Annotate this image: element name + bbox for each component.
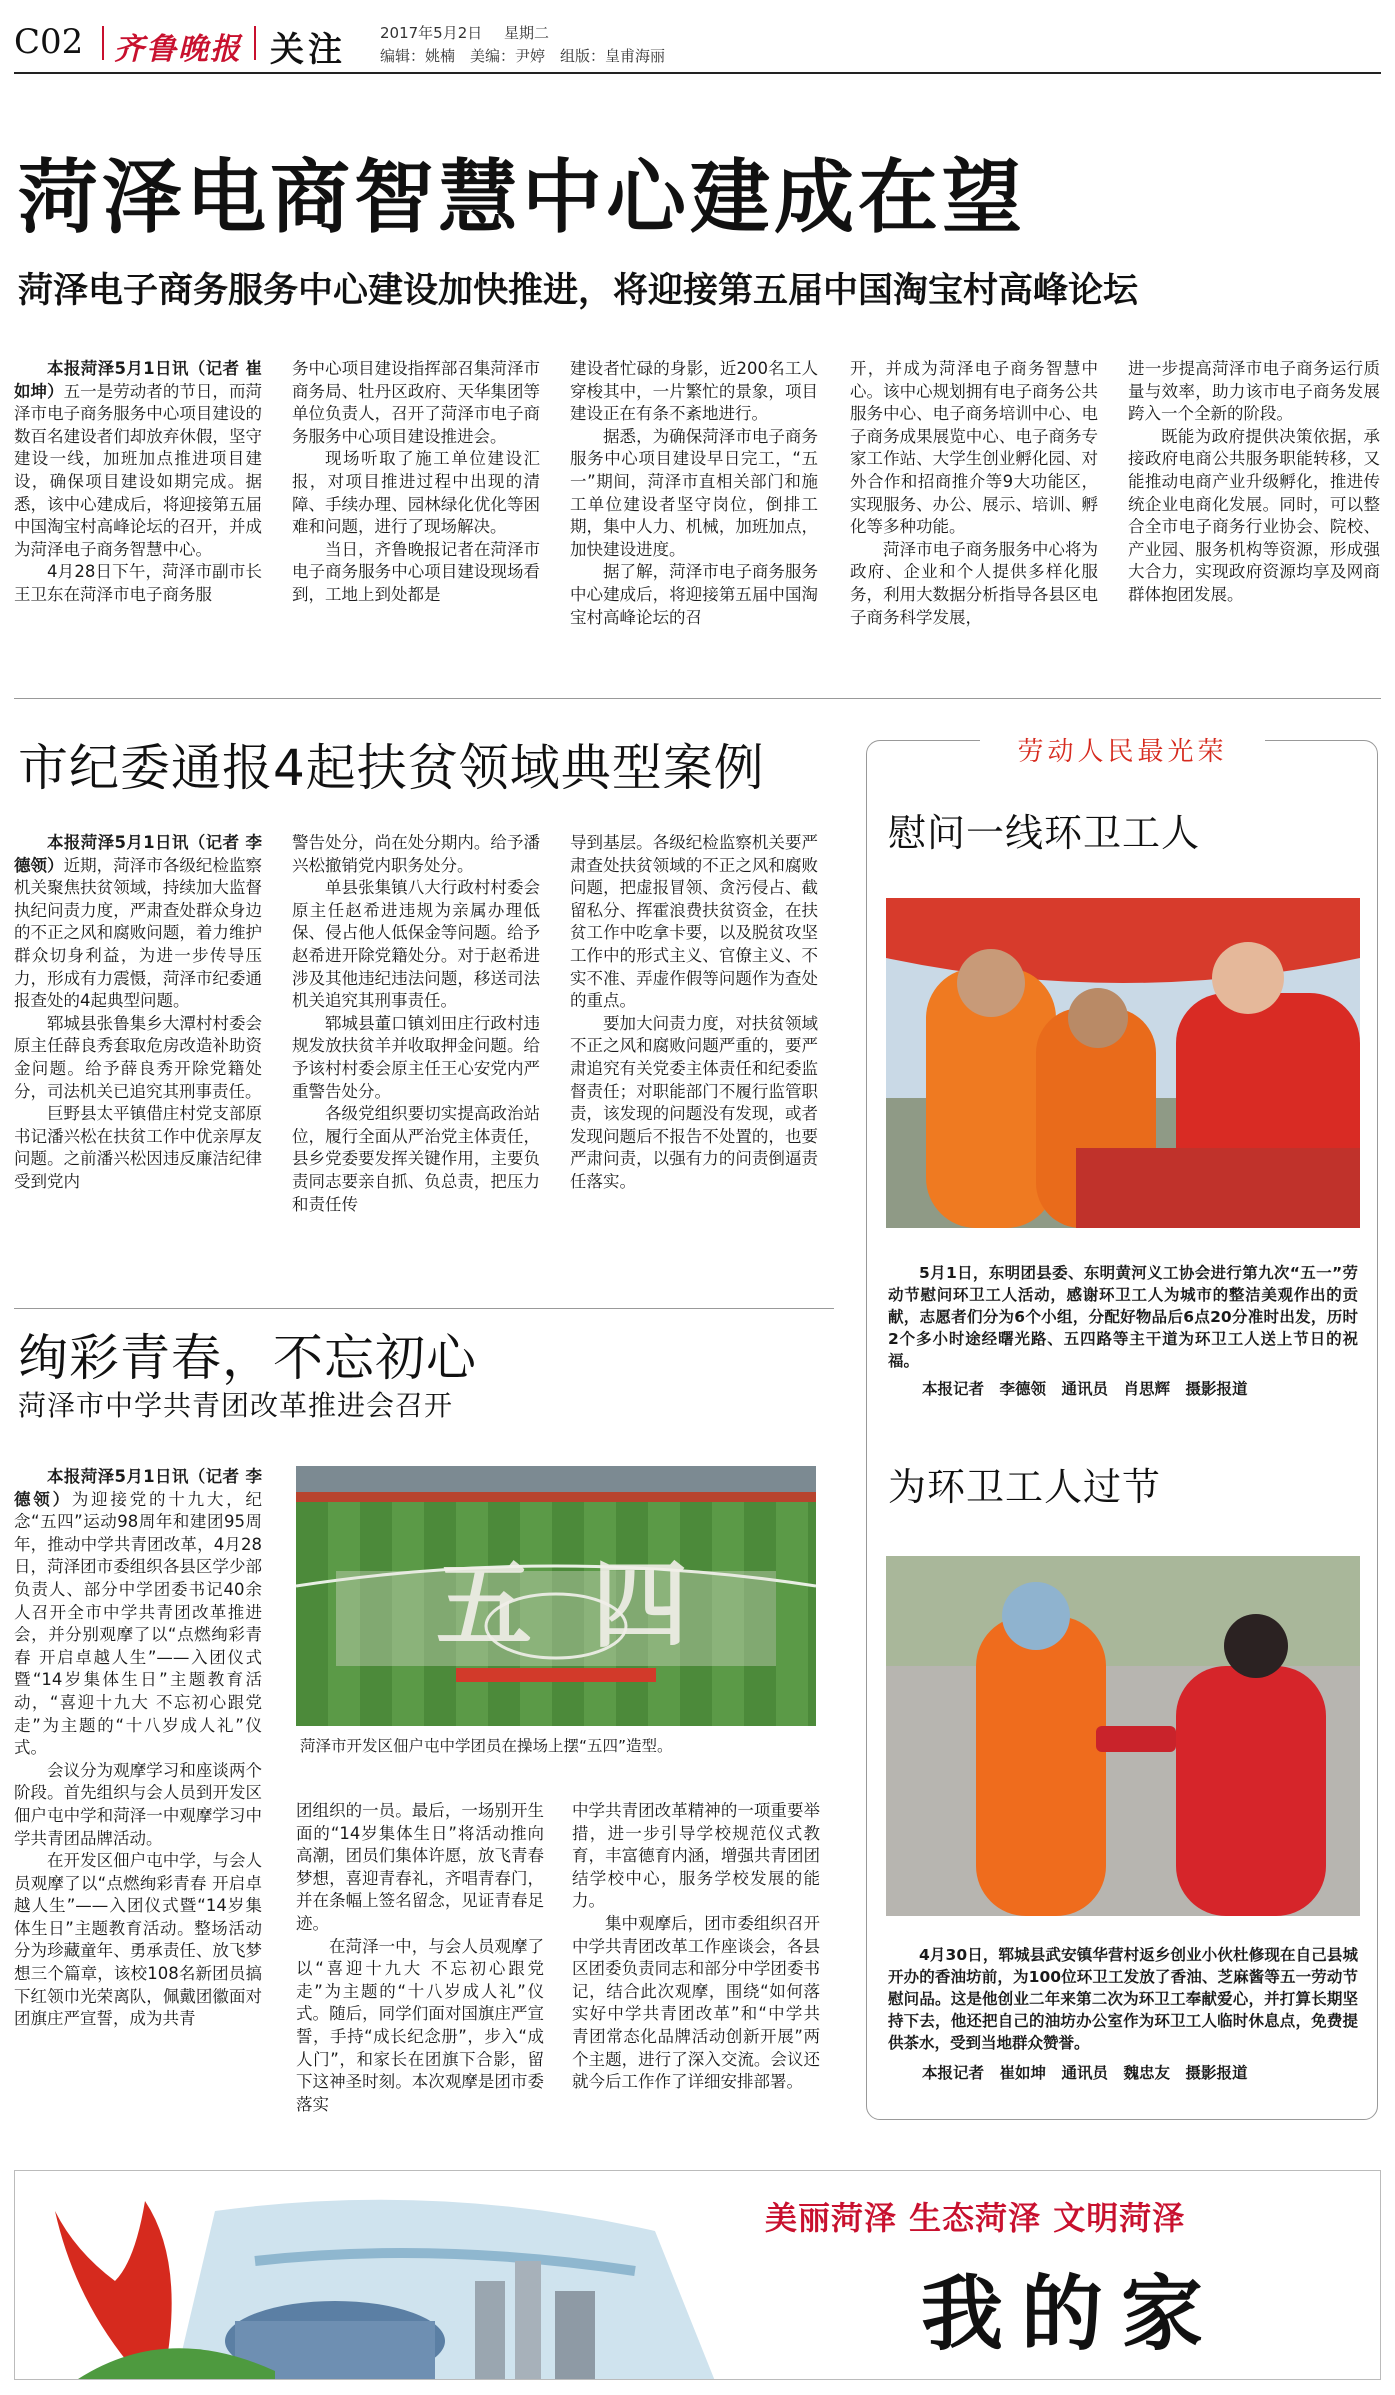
sidebar-story2-caption: 4月30日，郓城县武安镇华营村返乡创业小伙杜修现在自己县城开办的香油坊前，为100位环卫工发放了香油、芝麻酱等五一劳动节慰问品。这是他创业二年来第二次为环卫工奉献爱心，并打算长期坚持下去，他还把自己的油坊办公室作为环卫工人临时休息点，免费提供茶水，受到当地群众赞誉。 (888, 1946, 1358, 2052)
main-dateline: 本报菏泽5月1日讯（记者 崔如坤） (14, 359, 262, 401)
youth-photo (296, 1466, 816, 1726)
youth-col-3: 中学共青团改革精神的一项重要举措，进一步引导学校规范仪式教育，丰富德育内涵，增强共青团团结学校中心，服务学校发展的能力。 集中观摩后，团市委组织召开中学共青团改革工作座谈会，各县区团委负责同志和部分中学团委书记，结合此次观摩，围绕“如何落实好中学共青团改革”和“中学共青团常态化品牌活动创新开展”两个主题，进行了深入交流。会议还就今后工作作了详细安排部署。 (572, 1801, 820, 2092)
header-divider (254, 26, 256, 60)
section-name: 关注 (270, 30, 346, 70)
header-divider (102, 26, 104, 60)
youth-headline: 绚彩青春，不忘初心 (18, 1329, 477, 1387)
sidebar-banner-text: 劳动人民最光荣 (1017, 737, 1228, 767)
page-header (14, 18, 1381, 68)
sanitation-photo-1-art (886, 898, 1360, 1228)
sanitation-photo-2 (886, 1556, 1360, 1916)
discipline-col-2: 警告处分，尚在处分期内。给予潘兴松撤销党内职务处分。 单县张集镇八大行政村村委会原主任赵希进违规为亲属办理低保、侵占他人低保金等问题。给予赵希进开除党籍处分。对于赵希进涉及其他违纪违法问题，移送司法机关追究其刑事责任。 郓城县董口镇刘田庄行政村违规发放扶贫羊并收取押金问题。给予该村村委会原主任王心安党内严重警告处分。 各级党组织要切实提高政治站位，履行全面从严治党主体责任，县乡党委要发挥关键作用，主要负责同志要亲自抓、负总责，把压力和责任传 (292, 833, 540, 1214)
youth-subhead: 菏泽市中学共青团改革推进会召开 (18, 1389, 454, 1422)
discipline-dateline: 本报菏泽5月1日讯（记者 李德领） (14, 833, 262, 875)
main-col-4: 开，并成为菏泽电子商务智慧中心。该中心规划拥有电子商务公共服务中心、电子商务培训中心、电子商务成果展览中心、电子商务专家工作站、大学生创业孵化园、对外合作和招商推介等9大功能区，实现服务、办公、展示、培训、孵化等多种功能。 菏泽市电子商务服务中心将为政府、企业和个人提供多样化服务，利用大数据分析指导各县区电子商务科学发展， (850, 359, 1098, 627)
main-headline: 菏泽电商智慧中心建成在望 (18, 151, 1026, 244)
main-col-2: 务中心项目建设指挥部召集菏泽市商务局、牡丹区政府、天华集团等单位负责人，召开了菏泽市电子商务服务中心项目建设推进会。 现场听取了施工单位建设汇报，对项目推进过程中出现的清障、手续办理、园林绿化优化等困难和问题，进行了现场解决。 当日，齐鲁晚报记者在菏泽市电子商务服务中心项目建设现场看到，工地上到处都是 (292, 359, 540, 604)
issue-weekday: 星期二 (504, 24, 550, 42)
youth-col-1: 本报菏泽5月1日讯（记者 李德领）为迎接党的十九大，纪念“五四”运动98周年和建团95周年，推动中学共青团改革，4月28日，菏泽团市委组织各县区学少部负责人、部分中学团委书记40余人召开全市中学共青团改革推进会，并分别观摩了以“点燃绚彩青春 开启卓越人生”——入团仪式暨“14岁集体生日”主题教育活动，“喜迎十九大 不忘初心跟党走”为主题的“十八岁成人礼”仪式。 会议分为观摩学习和座谈两个阶段。首先组织与会人员到开发区佃户屯中学和菏泽一中观摩学习中学共青团品牌活动。 在开发区佃户屯中学，与会人员观摩了以“点燃绚彩青春 开启卓越人生”——入团仪式暨“14岁集体生日”主题教育活动。整场活动分为珍藏童年、勇承责任、放飞梦想三个篇章，该校108名新团员搞下红领巾光荣离队，佩戴团徽面对团旗庄严宣誓，成为共青 (14, 1467, 263, 2029)
paper-name-logo: 齐鲁晚报 (114, 32, 242, 67)
main-col-5: 进一步提高菏泽市电子商务运行质量与效率，助力该市电子商务发展跨入一个全新的阶段。 既能为政府提供决策依据，承接政府电商公共服务职能转移，又能推动电商产业升级孵化，推进传统企业电商化发展。同时，可以整合全市电子商务行业协会、院校、产业园、服务机构等资源，形成强大合力，实现政府资源均享及网商群体抱团发展。 (1128, 359, 1380, 604)
sanitation-photo-2-art (886, 1556, 1360, 1916)
sidebar-story2-credit: 本报记者 崔如坤 通讯员 魏忠友 摄影报道 (922, 2064, 1248, 2082)
sanitation-photo-1 (886, 898, 1360, 1228)
main-story-rule (14, 698, 1381, 699)
ad-tagline: 我的家 (921, 2266, 1222, 2362)
youth-photo-caption: 菏泽市开发区佃户屯中学团员在操场上摆“五四”造型。 (300, 1737, 673, 1755)
main-subhead: 菏泽电子商务服务中心建设加快推进，将迎接第五届中国淘宝村高峰论坛 (18, 271, 1139, 311)
discipline-headline: 市纪委通报4起扶贫领域典型案例 (18, 739, 765, 797)
discipline-youth-rule (14, 1308, 834, 1309)
discipline-col-3: 导到基层。各级纪检监察机关要严肃查处扶贫领域的不正之风和腐败问题，把虚报冒领、贪污侵占、截留私分、挥霍浪费扶贫资金，在扶贫工作中吃拿卡要，以及脱贫攻坚工作中的形式主义、官僚主义、不实不准、弄虚作假等问题作为查处的重点。 要加大问责力度，对扶贫领域不正之风和腐败问题严重的，要严肃追究有关党委主体责任和纪委监督责任；对职能部门不履行监管职责，该发现的问题没有发现，或者发现问题后不报告不处置的，也要严肃问责，以强有力的问责倒逼责任落实。 (570, 833, 818, 1191)
bottom-ad (14, 2170, 1381, 2380)
ad-slogan: 美丽菏泽 生态菏泽 文明菏泽 (765, 2199, 1186, 2237)
sidebar-story1-credit: 本报记者 李德领 通讯员 肖思辉 摄影报道 (922, 1380, 1248, 1398)
sidebar-story1-caption: 5月1日，东明团县委、东明黄河义工协会进行第九次“五一”劳动节慰问环卫工人活动，感谢环卫工人为城市的整洁美观作出的贡献，志愿者们分为6个小组，分配好物品后6点20分准时出发，历时2个多小时途经曙光路、五四路等主干道为环卫工人送上节日的祝福。 (888, 1264, 1358, 1370)
main-col-1: 本报菏泽5月1日讯（记者 崔如坤）五一是劳动者的节日，而菏泽市电子商务服务中心项目建设的数百名建设者们却放弃休假，坚守建设一线，加班加点推进项目建设，确保项目建设如期完成。据悉，该中心建成后，将迎接第五届中国淘宝村高峰论坛的召开，并成为菏泽电子商务智慧中心。 4月28日下午，菏泽市副市长王卫东在菏泽市电子商务服 (14, 359, 263, 604)
sidebar-banner (980, 728, 1265, 776)
editor-credits: 编辑：姚楠 美编：尹婷 组版：皇甫海丽 (380, 47, 666, 65)
youth-col-2: 团组织的一员。最后，一场别开生面的“14岁集体生日”将活动推向高潮，团员们集体许愿，放飞青春梦想，喜迎青春礼，齐唱青春门，并在条幅上签名留念，见证青春足迹。 在菏泽一中，与会人员观摩了以“喜迎十九大 不忘初心跟党走”为主题的“十八岁成人礼”仪式。随后，同学们面对国旗庄严宣誓，手持“成长纪念册”，步入“成人门”，和家长在团旗下合影，留下这神圣时刻。本次观摩是团市委落实 (296, 1801, 544, 2114)
sidebar-story1-headline: 慰问一线环卫工人 (888, 811, 1201, 855)
page-code: C02 (14, 22, 84, 62)
sidebar-story2-headline: 为环卫工人过节 (888, 1465, 1162, 1509)
youth-photo-field-text: 五四 (436, 1549, 748, 1661)
ad-city-art (15, 2171, 735, 2380)
header-rule (14, 72, 1381, 74)
youth-dateline: 本报菏泽5月1日讯（记者 李德领） (14, 1467, 262, 1509)
main-col-3: 建设者忙碌的身影，近200名工人穿梭其中，一片繁忙的景象，项目建设正在有条不紊地进行。 据悉，为确保菏泽市电子商务服务中心项目建设早日完工，“五一”期间，菏泽市直相关部门和施工单位建设者坚守岗位，倒排工期，集中人力、机械，加班加点，加快建设进度。 据了解，菏泽市电子商务服务中心建成后，将迎接第五届中国淘宝村高峰论坛的召 (570, 359, 818, 627)
issue-date: 2017年5月2日 (380, 24, 483, 42)
discipline-col-1: 本报菏泽5月1日讯（记者 李德领）近期，菏泽市各级纪检监察机关聚焦扶贫领域，持续加大监督执纪问责力度，严肃查处群众身边的不正之风和腐败问题，着力维护群众切身利益，为进一步传导压力，形成有力震慑，菏泽市纪委通报查处的4起典型问题。 郓城县张鲁集乡大潭村村委会原主任薛良秀套取危房改造补助资金问题。给予薛良秀开除党籍处分，司法机关已追究其刑事责任。 巨野县太平镇借庄村党支部原书记潘兴松在扶贫工作中优亲厚友问题。之前潘兴松因违反廉洁纪律受到党内 (14, 833, 263, 1191)
